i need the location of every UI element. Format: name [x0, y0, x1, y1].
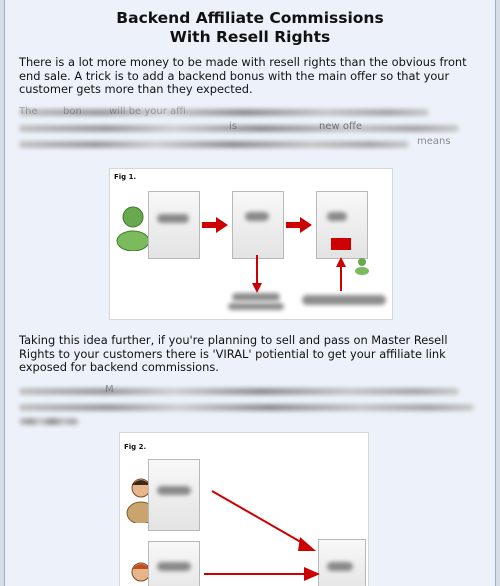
- page-title: [5, 9, 495, 47]
- fig2-card-2: [148, 541, 200, 586]
- blurred-card-text: [245, 212, 269, 221]
- fig1-card-2: [232, 191, 284, 259]
- blurred-line: [19, 125, 459, 132]
- blurred-peek-text: The: [19, 105, 38, 117]
- arrow-down-icon: [252, 255, 262, 293]
- blurred-peek-text: bon: [63, 105, 82, 117]
- blurred-paragraph-1: [19, 107, 495, 155]
- user-icon-green: [116, 205, 150, 251]
- arrow-right-icon: [204, 567, 320, 581]
- title-line-1: Backend Affiliate Commissions: [116, 9, 384, 27]
- blurred-line: [19, 141, 409, 148]
- blurred-line: [19, 418, 79, 425]
- article-page: [4, 0, 496, 586]
- blurred-line: [19, 404, 474, 411]
- intro-paragraph: There is a lot more money to be made with resell rights than the obvious front end sale. A trick is to add a backend bonus with the main offer so that your customer gets more than they expected.: [19, 55, 467, 97]
- title-line-2: With Resell Rights: [169, 28, 331, 46]
- blurred-caption: [228, 303, 284, 310]
- blurred-paragraph-2: [19, 386, 496, 426]
- blurred-peek-text: is: [229, 120, 237, 132]
- fig2-card-3: [318, 539, 366, 586]
- blurred-peek-text: means: [417, 135, 451, 147]
- user-icon-green-small: [354, 257, 370, 275]
- red-marker: [331, 238, 351, 250]
- blurred-line: [19, 388, 459, 395]
- fig1-card-3: [316, 191, 368, 259]
- blurred-card-text: [327, 212, 347, 221]
- fig1-card-1: [148, 191, 200, 259]
- figure-1-label: Fig 1.: [114, 173, 137, 181]
- blurred-peek-text: new offe: [319, 120, 363, 132]
- blurred-card-text: [327, 562, 353, 571]
- figure-2-label: Fig 2.: [124, 443, 147, 451]
- arrow-right-icon: [202, 217, 228, 233]
- blurred-card-text: [157, 562, 191, 571]
- fig2-card-1: [148, 459, 200, 531]
- blurred-card-text: [157, 486, 191, 495]
- blurred-card-text: [157, 214, 189, 223]
- blurred-caption: [232, 293, 280, 301]
- blurred-caption: [302, 295, 386, 305]
- arrow-right-icon: [286, 217, 312, 233]
- arrow-up-icon: [336, 257, 346, 291]
- figure-1: [109, 168, 393, 320]
- second-paragraph: Taking this idea further, if you're planning to sell and pass on Master Resell Rights to your customers there is 'VIRAL' potiential to get your affiliate link exposed for backend commissions.: [19, 333, 448, 375]
- arrow-diagonal-icon: [210, 489, 320, 559]
- blurred-peek-text: will be your affi: [109, 105, 186, 117]
- figure-2: [119, 432, 369, 586]
- blurred-peek-text: M: [105, 384, 114, 395]
